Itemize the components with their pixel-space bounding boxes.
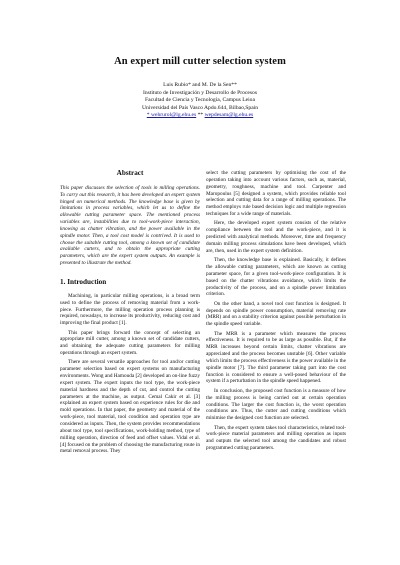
abstract-text: This paper discusses the selection of tools in milling operations. To carry out this research, it has been developed an expert system hinged on numerical methods. The knowledge base is given by limitations in process variables, which let us to define the allowable cutting parameter space. The mentioned process variables are, instabilities due to tool-work-piece interaction, knowing as chatter vibration, and the power available in the spindle motor. Then, a tool cost model is contrived. It is used to choose the suitable cutting tool, among a known set of candidate available cutters, and to obtain the appropriate cutting parameters, which are the expert system outputs. An example is presented to illustrate the method.	[60, 184, 200, 267]
paragraph: Then, the knowledge base is explained. Basically, it defines the allowable cutting parameters, which are known as cutting parameter space, for a given tool-work-piece configuration. It is based on the chatter vibrations avoidance, which limits the productivity of the process, and on a spindle power limitation criterion.	[206, 257, 346, 298]
abstract-section	[60, 170, 200, 267]
email-link-1[interactable]: * wehrurol@lg.ehu.es	[146, 112, 197, 119]
right-column	[206, 170, 346, 454]
paragraph: Here, the developed expert system consists of the relative compliance between the tool and the work-piece, and it is predicted with analytical methods. Moreover, time and frequency domain milling process simulations have been developed, which are, then, used in the expert system definition.	[206, 220, 346, 254]
paragraph: Then, the expert system takes tool characteristics, related tool-work-piece material parameters and milling operation as inputs and outputs the selected tool among the candidates and robust programmed cutting parameters.	[206, 424, 346, 452]
paragraph: On the other hand, a novel tool cost function is designed. It depends on spindle power consumption, material removing rate (MRR) and on a stability criterion against possible perturbation in the spindle speed variable.	[206, 300, 346, 328]
email-link-2[interactable]: wepdesam@lg.ehu.es	[204, 112, 254, 119]
paragraph: In conclusion, the proposed cost function is a measure of how the milling process is being carried out at certain operation conditions. The larger the cost function is, the worst operation conditions are. Thus, the cutter and cutting conditions which minimise the designed cost function are selected.	[206, 387, 346, 422]
paragraph: There are several versatile approaches for tool and/or cutting parameter selection based on expert systems on manufacturing environments. Wong and Hamouda [2] developed an on-line fuzzy expert system. The expert inputs the tool type, the work-piece material hardness and the depth of cut, and control the cutting parameters at the machine, as output. Cemal Cakir et al. [3] explained an expert system based on experience rules for die and mold operations. In that paper, the geometry and material of the work-piece, tool material, tool condition and operation type are considered as inputs. Then, the system provides recommendations about tool type, tool specifications, work-holding method, type of milling operation, direction of feed and offset values. Vidal et al. [4] focused on the problem of choosing the manufacturing route in metal removal process. They	[60, 359, 200, 455]
section-heading-introduction: 1. Introduction	[60, 277, 107, 286]
abstract-heading: Abstract	[116, 169, 144, 177]
affiliation-line-2: Facultad de Ciencia y Tecnología, Campus Leioa	[145, 97, 255, 104]
email-separator: **	[196, 112, 205, 119]
left-column	[60, 170, 200, 458]
author-emails	[0, 112, 400, 120]
paragraph: select the cutting parameters by optimising the cost of the operation taking into account various factors, such as, material, geometry, roughness, machine and tool. Carpenter and Maropoulus [5] designed a system, which provides reliable tool selection and cutting data for a range of milling operations. The method employs rule based decision logic and multiple regression techniques for a wide range of materials.	[206, 170, 346, 218]
author-names: Luis Rubio* and M. De la Sen**	[163, 82, 237, 88]
paragraph: Machining, in particular milling operations, is a broad term used to define the process of removing material from a work-piece. Furthermore, the milling operation process planning is required, nowadays, to increase its productivity, reducing cost and improving the final product [1].	[60, 292, 200, 327]
paper-title: An expert mill cutter selection system	[114, 56, 286, 67]
author-block	[0, 82, 400, 120]
affiliation-line-1: Instituto de Investigación y Desarrollo de Procesos	[142, 89, 258, 96]
paragraph: The MRR is a parameter which measures the process effectiveness. It is required to be as large as possible. But, if the MRR increases beyond certain limits, chatter vibrations are appreciated and the process becomes unstable [6]. Other variable which limits the process effectiveness is the power available in the spindle motor [7]. The third parameter taking part into the cost function is considered to ensure a well-posed behaviour of the system if a perturbation in the spindle speed happened.	[206, 330, 346, 385]
paragraph: This paper brings forward the concept of selecting an appropriate mill cutter, among a known set of candidate cutters, and obtaining the adequate cutting parameters for milling operations through an expert system.	[60, 329, 200, 357]
affiliation-line-3: Universidad del País Vasco Apdo.644, Bilbao,Spain	[141, 104, 259, 111]
